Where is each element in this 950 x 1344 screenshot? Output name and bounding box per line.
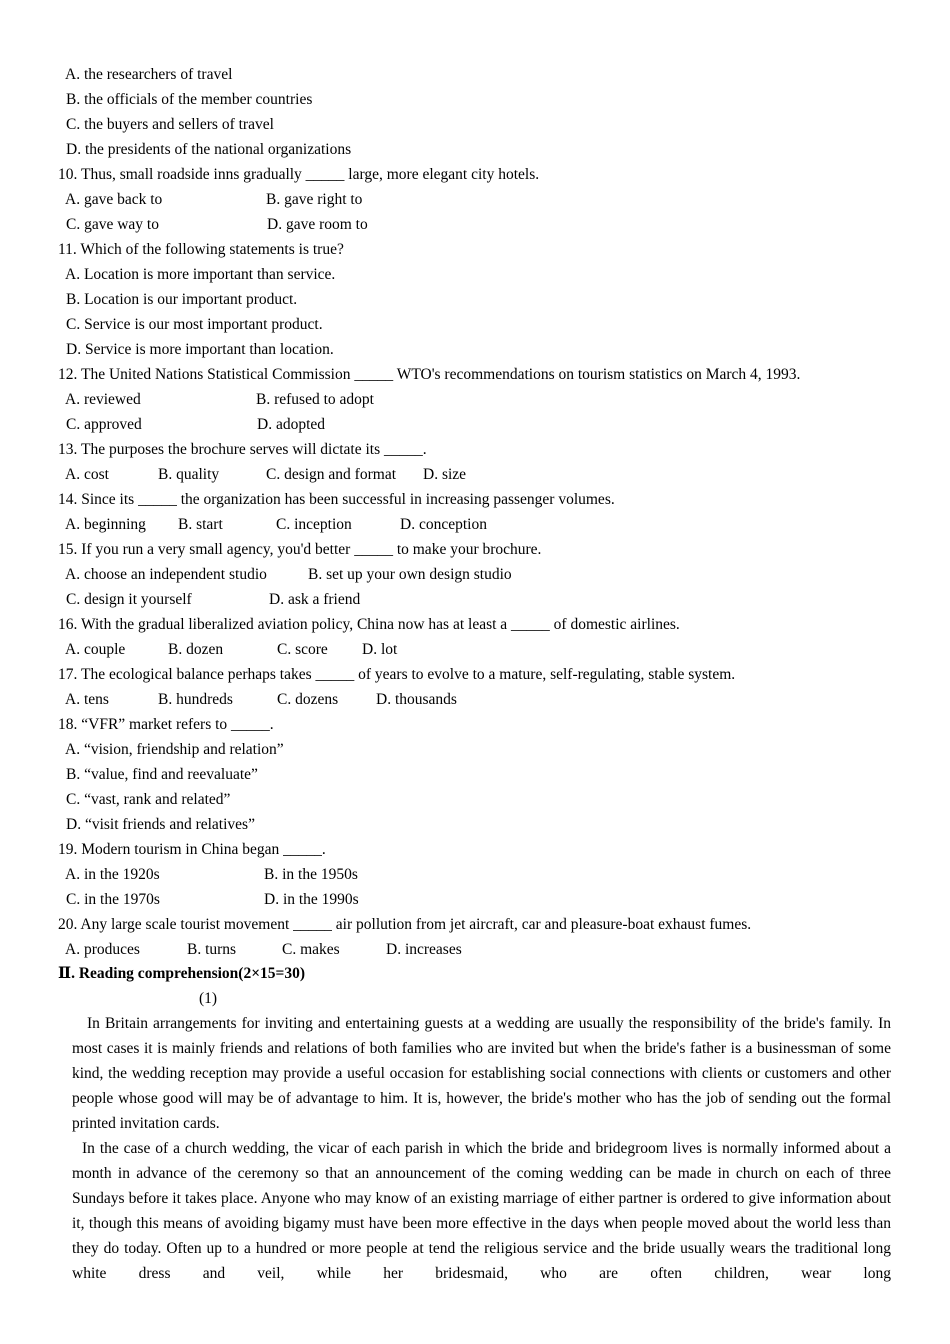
q16-stem: 16. With the gradual liberalized aviation policy, China now has at least a _____ of domestic airlines.	[58, 616, 680, 633]
q12-option-a: A. reviewed	[65, 391, 141, 408]
q15-option-a: A. choose an independent studio	[65, 566, 267, 583]
q20-stem: 20. Any large scale tourist movement _____ air pollution from jet aircraft, car and pleasure-boat exhaust fumes.	[58, 916, 752, 933]
q10-stem: 10. Thus, small roadside inns gradually _____ large, more elegant city hotels.	[58, 166, 540, 183]
q13-option-c: C. design and format	[266, 466, 397, 483]
q17-stem: 17. The ecological balance perhaps takes _____ of years to evolve to a mature, self-regulating, stable system.	[58, 666, 736, 683]
q9-option-d: D. the presidents of the national organizations	[66, 141, 352, 158]
q18-stem: 18. “VFR” market refers to _____.	[58, 716, 274, 733]
q11-option-d: D. Service is more important than location.	[66, 341, 334, 358]
q10-option-b: B. gave right to	[266, 191, 363, 208]
q19-option-d: D. in the 1990s	[264, 891, 359, 908]
passage-paragraph-1: In Britain arrangements for inviting and entertaining guests at a wedding are usually the responsibility of the bride's family. In most cases it is mainly friends and relations of both families who are invited but when the bride's father is a businessman of some kind, the wedding reception may provide a useful occasion for establishing social connections with clients or customers and other people whose good will may be of advantage to him. It is, however, the bride's mother who has the job of sending out the formal printed invitation cards.	[72, 1015, 891, 1132]
q11-option-a: A. Location is more important than service.	[65, 266, 336, 283]
q14-option-a: A. beginning	[65, 516, 146, 533]
q18-option-c: C. “vast, rank and related”	[66, 791, 231, 808]
q15-option-b: B. set up your own design studio	[308, 566, 512, 583]
q17-option-a: A. tens	[65, 691, 109, 708]
q11-option-b: B. Location is our important product.	[66, 291, 298, 308]
q13-option-a: A. cost	[65, 466, 109, 483]
q18-option-a: A. “vision, friendship and relation”	[65, 741, 284, 758]
q18-option-b: B. “value, find and reevaluate”	[66, 766, 258, 783]
q16-option-a: A. couple	[65, 641, 126, 658]
q13-option-b: B. quality	[158, 466, 220, 483]
q16-option-b: B. dozen	[168, 641, 224, 658]
q20-option-c: C. makes	[282, 941, 340, 958]
q19-option-b: B. in the 1950s	[264, 866, 358, 883]
q17-option-c: C. dozens	[277, 691, 339, 708]
q14-option-c: C. inception	[276, 516, 352, 533]
q12-option-c: C. approved	[66, 416, 142, 433]
q20-option-d: D. increases	[386, 941, 462, 958]
passage-number: (1)	[199, 990, 218, 1007]
q9-option-c: C. the buyers and sellers of travel	[66, 116, 274, 133]
q10-option-c: C. gave way to	[66, 216, 159, 233]
q17-option-d: D. thousands	[376, 691, 457, 708]
q11-option-c: C. Service is our most important product.	[66, 316, 323, 333]
q14-stem: 14. Since its _____ the organization has been successful in increasing passenger volumes.	[58, 491, 615, 508]
q19-stem: 19. Modern tourism in China began _____.	[58, 841, 326, 858]
q16-option-c: C. score	[277, 641, 328, 658]
q12-stem: 12. The United Nations Statistical Commission _____ WTO's recommendations on tourism statistics on March 4, 1993.	[58, 366, 801, 383]
q16-option-d: D. lot	[362, 641, 398, 658]
q19-option-a: A. in the 1920s	[65, 866, 160, 883]
q20-option-a: A. produces	[65, 941, 140, 958]
q15-option-d: D. ask a friend	[269, 591, 361, 608]
q14-option-b: B. start	[178, 516, 223, 533]
q13-stem: 13. The purposes the brochure serves will dictate its _____.	[58, 441, 427, 458]
q13-option-d: D. size	[423, 466, 467, 483]
q15-stem: 15. If you run a very small agency, you'd better _____ to make your brochure.	[58, 541, 542, 558]
q19-option-c: C. in the 1970s	[66, 891, 160, 908]
q9-option-a: A. the researchers of travel	[65, 66, 233, 83]
q12-option-b: B. refused to adopt	[256, 391, 374, 408]
q12-option-d: D. adopted	[257, 416, 326, 433]
q18-option-d: D. “visit friends and relatives”	[66, 816, 255, 833]
q10-option-a: A. gave back to	[65, 191, 163, 208]
q11-stem: 11. Which of the following statements is true?	[58, 241, 344, 258]
q17-option-b: B. hundreds	[158, 691, 233, 708]
q14-option-d: D. conception	[400, 516, 487, 533]
q15-option-c: C. design it yourself	[66, 591, 192, 608]
q20-option-b: B. turns	[187, 941, 237, 958]
q9-option-b: B. the officials of the member countries	[66, 91, 313, 108]
section-heading: Ⅱ. Reading comprehension(2×15=30)	[58, 965, 306, 982]
q10-option-d: D. gave room to	[267, 216, 368, 233]
passage-paragraph-2: In the case of a church wedding, the vicar of each parish in which the bride and bridegroom lives is normally informed about a month in advance of the ceremony so that an announcement of the coming wedding can be made in church on each of three Sundays before it takes place. Anyone who may know of an existing marriage of either partner is ordered to give information about it, though this means of avoiding bigamy must have been more effective in the days when people moved about the world less than they do today. Often up to a hundred or more people at tend the religious service and the bride usually wears the traditional long white dress and veil, while her bridesmaid, who are often children, wear long	[72, 1140, 891, 1282]
